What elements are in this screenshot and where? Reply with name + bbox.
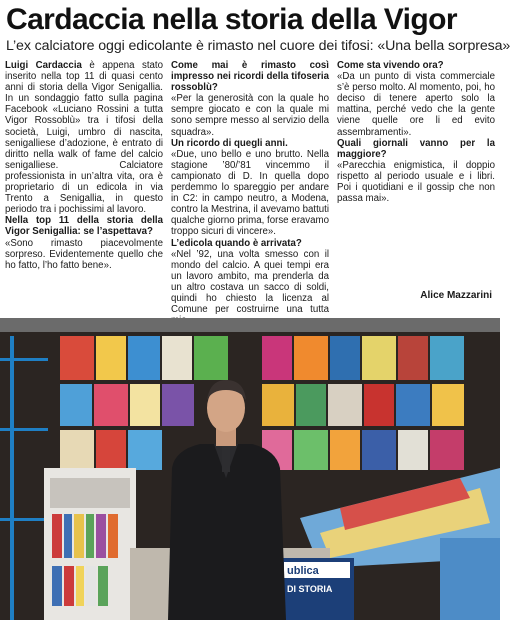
rack-pole	[10, 336, 14, 620]
magazine	[262, 384, 294, 426]
book	[98, 566, 108, 606]
magazine	[294, 430, 328, 470]
question-4: L’edicola quando è arrivata?	[171, 237, 302, 249]
book	[96, 514, 106, 558]
magazine	[330, 336, 360, 380]
magazine	[60, 384, 92, 426]
answer-3: «Due, uno bello e uno brutto. Nella stagione ’80/’81 vincemmo il campionato di D. In quella dopo perdemmo lo spareggio per andare in C2: in campo neutro, a Modena, contro la Mestrina, il avevamo battuti qualche giorno prima, forse eravamo troppo sicuri di vincere».	[171, 148, 329, 238]
book	[64, 514, 72, 558]
answer-4: «Nel ’92, una volta smesso con il mondo del calcio. A quei tempi era un lavoro ambito, ma prenderla da un altro costava un sacco di soldi, quindi ho chiesto la licenza al Comune per costruirne una tutta	[171, 248, 329, 316]
book	[64, 566, 74, 606]
newspaper-sign	[280, 558, 354, 620]
magazine	[194, 336, 228, 380]
article-column-1	[5, 60, 163, 304]
answer-6: «Parecchia enigmistica, il doppio rispetto al periodo usuale e i libri. Poi i quotidiani e il gossip che non passa mai».	[337, 159, 495, 205]
question-6: Quali giornali vanno per la maggiore?	[337, 137, 495, 160]
shelf-tray	[50, 478, 130, 508]
rack-arm	[0, 358, 48, 361]
book	[108, 514, 118, 558]
magazine-stack	[440, 538, 500, 620]
magazine	[328, 384, 362, 426]
magazine	[296, 384, 326, 426]
sign-text-1: ublica	[287, 565, 319, 577]
answer-5: «Da un punto di vista commerciale s’è perso molto. Al momento, poi, ho deciso di tenere aperto solo la mattina, perché vedo che la gente viene quelle ore li ed evito assembramenti».	[337, 71, 495, 138]
magazine	[432, 384, 464, 426]
lead-name: Luigi Cardaccia	[5, 60, 82, 71]
question-1: Nella top 11 della storia della Vigor Senigallia: se l’aspettava?	[5, 215, 163, 238]
article-headline: Cardaccia nella storia della Vigor	[6, 3, 457, 36]
question-3: Un ricordo di quegli anni.	[171, 137, 288, 149]
magazine	[262, 336, 292, 380]
question-2: Come mai è rimasto così impresso nei ricordi della tifoseria rossoblù?	[171, 60, 329, 94]
magazine	[430, 430, 464, 470]
lead-text: è appena stato inserito nella top 11 di quasi cento anni di storia della Vigor Senigallia. In un sondaggio fatto sulla pagina Facebook «Luciano Rossini a tutta Vigor Rossoblù» tra i tifosi della società, Luigi, umbro di nascita, senigalliese d’adozione, è entrato di diritto nella walk of fame del calcio senigalliese. Calciatore professionista in un’altra vita, ora è proprietario di un edicola in via Trento a Senigallia, in questo periodo tra i pochissimi al lavoro.	[5, 60, 163, 216]
magazine	[60, 430, 94, 470]
article-subhead: L’ex calciatore oggi edicolante è rimasto nel cuore dei tifosi: «Una bella sorpresa»	[6, 38, 510, 54]
lead-paragraph	[5, 60, 163, 215]
sign-text-2: DI STORIA	[287, 584, 333, 594]
kiosk-roof-edge	[0, 318, 500, 332]
magazine	[94, 384, 128, 426]
book	[52, 514, 62, 558]
answer-2: «Per la generosità con la quale ho sempre giocato e con la quale mi sono sempre messo al servizio della squadra».	[171, 93, 329, 138]
magazine	[96, 336, 126, 380]
magazine	[96, 430, 126, 470]
book	[86, 566, 96, 606]
newsstand-photo	[0, 318, 500, 620]
magazine	[398, 430, 428, 470]
article-column-3	[337, 60, 495, 304]
magazine	[60, 336, 94, 380]
question-5: Come sta vivendo ora?	[337, 60, 444, 71]
article-byline: Alice Mazzarini	[420, 290, 492, 301]
rack-arm	[0, 428, 48, 431]
magazine	[330, 430, 360, 470]
zipper	[222, 446, 230, 472]
book	[74, 514, 84, 558]
magazine	[362, 336, 396, 380]
book-shelf	[44, 468, 136, 620]
magazine	[362, 430, 396, 470]
book	[86, 514, 94, 558]
magazine	[162, 336, 192, 380]
magazine	[130, 384, 160, 426]
answer-1: «Sono rimasto piacevolmente sorpreso. Evidentemente quello che ho fatto, l’ho fatto bene».	[5, 237, 163, 271]
magazine	[128, 430, 162, 470]
article-body	[5, 60, 495, 316]
magazine	[128, 336, 160, 380]
magazine	[294, 336, 328, 380]
magazine	[398, 336, 428, 380]
article-photo	[0, 318, 500, 620]
magazine	[162, 384, 194, 426]
book	[52, 566, 62, 606]
magazine	[430, 336, 464, 380]
magazine	[396, 384, 430, 426]
article-column-2	[171, 60, 329, 316]
rack-arm	[0, 518, 48, 521]
magazine	[364, 384, 394, 426]
book	[76, 566, 84, 606]
